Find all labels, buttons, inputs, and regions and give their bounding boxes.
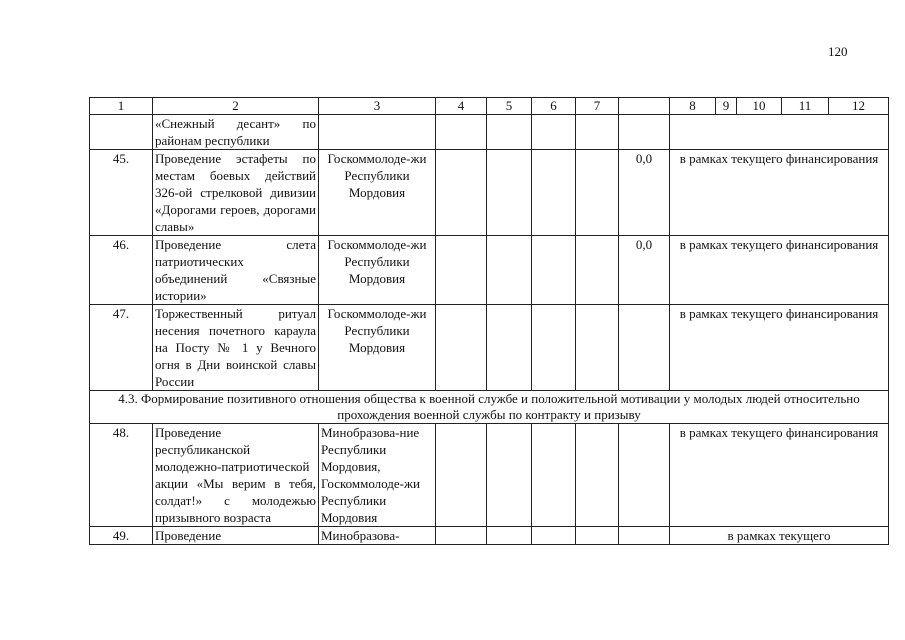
table-row	[90, 305, 889, 391]
column-number	[619, 98, 670, 115]
funding-value	[619, 527, 670, 545]
event-name: «Снежный десант» по районам республики	[153, 115, 319, 150]
section-title: 4.3. Формирование позитивного отношения общества к военной службе и положительной мотивации у молодых людей относительно прохождения военной службы по контракту и призыву	[90, 391, 889, 424]
executor: Минобразова-	[319, 527, 436, 545]
column-number: 6	[532, 98, 576, 115]
executor: Госкоммолоде-жи Республики Мордовия	[319, 305, 436, 391]
column-number: 5	[487, 98, 532, 115]
event-name: Проведение слета патриотических объединений «Связные истории»	[153, 236, 319, 305]
funding-value	[619, 424, 670, 527]
column-number: 12	[829, 98, 889, 115]
row-number: 47.	[90, 305, 153, 391]
column-number: 4	[436, 98, 487, 115]
executor	[319, 115, 436, 150]
executor: Госкоммолоде-жи Республики Мордовия	[319, 236, 436, 305]
table-row	[90, 115, 889, 150]
executor: Минобразова-ние Республики Мордовия, Госкоммолоде-жи Республики Мордовия	[319, 424, 436, 527]
funding-note: в рамках текущего	[670, 527, 889, 545]
column-numbers-row	[90, 98, 889, 115]
executor: Госкоммолоде-жи Республики Мордовия	[319, 150, 436, 236]
funding-value: 0,0	[619, 236, 670, 305]
section-row	[90, 391, 889, 424]
table-row	[90, 527, 889, 545]
funding-note	[670, 115, 889, 150]
column-number: 9	[716, 98, 737, 115]
row-number: 49.	[90, 527, 153, 545]
page-number: 120	[828, 44, 848, 59]
funding-note: в рамках текущего финансирования	[670, 305, 889, 391]
funding-value: 0,0	[619, 150, 670, 236]
column-number: 3	[319, 98, 436, 115]
table-row	[90, 236, 889, 305]
table-row	[90, 424, 889, 527]
table-row	[90, 150, 889, 236]
column-number: 8	[670, 98, 716, 115]
row-number	[90, 115, 153, 150]
funding-note: в рамках текущего финансирования	[670, 150, 889, 236]
column-number: 7	[576, 98, 619, 115]
event-name: Торжественный ритуал несения почетного караула на Посту № 1 у Вечного огня в Дни воинской славы России	[153, 305, 319, 391]
event-name: Проведение республиканской молодежно-патриотической акции «Мы верим в тебя, солдат!» с молодежью призывного возраста	[153, 424, 319, 527]
funding-value	[619, 115, 670, 150]
event-name: Проведение	[153, 527, 319, 545]
program-table	[89, 97, 889, 545]
column-number: 10	[737, 98, 782, 115]
event-name: Проведение эстафеты по местам боевых действий 326-ой стрелковой дивизии «Дорогами героев, дорогами славы»	[153, 150, 319, 236]
row-number: 45.	[90, 150, 153, 236]
funding-note: в рамках текущего финансирования	[670, 424, 889, 527]
row-number: 48.	[90, 424, 153, 527]
column-number: 11	[782, 98, 829, 115]
row-number: 46.	[90, 236, 153, 305]
column-number: 2	[153, 98, 319, 115]
funding-value	[619, 305, 670, 391]
column-number: 1	[90, 98, 153, 115]
funding-note: в рамках текущего финансирования	[670, 236, 889, 305]
